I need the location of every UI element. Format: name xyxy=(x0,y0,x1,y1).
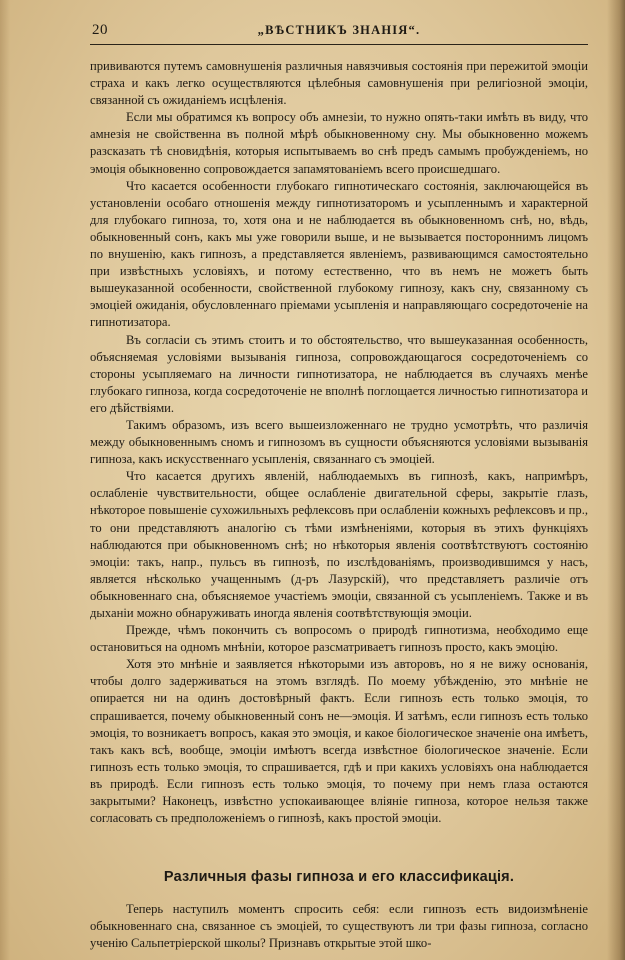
running-title: „ВѢСТНИКЪ ЗНАНІЯ“. xyxy=(257,23,421,37)
paragraph: Хотя это мнѣніе и заявляется нѣкоторыми изъ авторовъ, но я не вижу основанія, чтобы долго задерживаться на этомъ взглядѣ. По моему убѣжденію, это мнѣніе не опирается ни на одинъ достовѣрный фактъ. Если гипнозъ есть только эмоція, то спрашивается, почему обыкновенный сонъ не—эмоція. И затѣмъ, если гипнозъ есть только эмоція, то возникаетъ вопросъ, какая это эмоція, и какое біологическое значеніе она имѣетъ, такъ какъ всѣ, вообще, эмоціи имѣютъ всегда извѣстное біологическое значеніе. Если гипнозъ есть только эмоція, то спрашивается, гдѣ и при какихъ условіяхъ она наблюдается въ природѣ. Если гипнозъ есть только эмоція, то почему при немъ глаза остаются закрытыми? Наконецъ, извѣстно успокаивающее вліяніе гипноза, которое нельзя также согласовать съ предположеніемъ о гипнозѣ, какъ простой эмоціи. xyxy=(90,657,588,826)
section-heading: Различныя фазы гипноза и его классификація. xyxy=(163,869,515,885)
section-body-text xyxy=(90,901,588,952)
paragraph: Что касается другихъ явленій, наблюдаемыхъ въ гипнозѣ, какъ, напримѣръ, ослабленіе чувствительности, общее ослабленіе двигательной сферы, закрытіе глазъ, нѣкоторое повышеніе сухожильныхъ рефлексовъ при ослабленіи кожныхъ рефлексовъ и пр., то они представляютъ аналогію съ тѣми измѣненіями, которыя въ этихъ функціяхъ наблюдаются при обыкновенномъ снѣ; но нѣкоторыя явленія соотвѣтствуютъ состоянію эмоціи: такъ, напр., пульсъ въ гипнозѣ, по изслѣдованіямъ, производившимся у насъ, является нѣсколько учащеннымъ (д-ръ Лазурскій), что представляетъ различіе отъ обыкновеннаго сна, объясняемое участіемъ эмоціи, связанной съ усыпленіемъ. Также и въ дыханіи можно обнаруживать иногда явленія соотвѣтствующія эмоціи. xyxy=(90,469,588,620)
page-header xyxy=(90,20,588,45)
paragraph: Въ согласіи съ этимъ стоитъ и то обстоятельство, что вышеуказанная особенность, объясняемая условіями вызыванія гипноза, сопровождающагося сосредоточеніемъ со стороны усыпляемаго на личности гипнотизатора, не наблюдается въ случаяхъ менѣе глубокаго гипноза, когда сосредоточеніе не вполнѣ поглощается личностью гипнотизатора и его дѣйствіями. xyxy=(90,332,588,415)
paragraph: Такимъ образомъ, изъ всего вышеизложеннаго не трудно усмотрѣть, что различія между обыкновеннымъ сномъ и гипнозомъ въ сущности объясняются условіями вызыванія гипноза, какъ искусственнаго усыпленія, связаннаго съ эмоціей. xyxy=(90,417,588,467)
paragraph: Что касается особенности глубокаго гипнотическаго состоянія, заключающейся въ установленіи особаго отношенія между гипнотизаторомъ и усыпленнымъ и характерной для глубокаго гипноза, то, хотя она и не наблюдается въ обыкновенномъ снѣ, но, вѣдь, обыкновенный сонъ, какъ мы уже говорили выше, и не вызывается постороннимъ лицомъ по внушенію, какъ гипнозъ, а представляется явленіемъ, развивающимся самостоятельно при извѣстныхъ условіяхъ, и потому естественно, что въ немъ не можетъ быть вышеуказанной особенности, свойственной глубокому гипнозу, какъ сну, связанному съ эмоціей ожиданія, обусловленнаго пріемами усыпленія и направляющаго сосредоточеніе на гипнотизатора. xyxy=(90,178,588,330)
page-edge-shadow-left xyxy=(0,0,10,960)
page-number: 20 xyxy=(92,22,108,38)
paragraph: прививаются путемъ самовнушенія различныя навязчивыя состоянія при пережитой эмоціи страха и какъ легко осуществляются цѣлебныя самовнушенія при религіозной эмоціи, связанной съ ожиданіемъ исцѣленія. xyxy=(90,59,588,108)
body-text xyxy=(90,58,588,827)
paragraph: Прежде, чѣмъ покончить съ вопросомъ о природѣ гипнотизма, необходимо еще остановиться на одномъ мнѣніи, которое разсматриваетъ гипнозъ просто, какъ эмоцію. xyxy=(90,623,588,655)
paragraph: Теперь наступилъ моментъ спросить себя: если гипнозъ есть видоизмѣненіе обыкновеннаго сна, связанное съ эмоціей, то существуютъ ли три фазы гипноза, согласно ученію Сальпетріерской школы? Признавъ открытые этой шко- xyxy=(90,902,588,951)
paragraph: Если мы обратимся къ вопросу объ амнезіи, то нужно опять-таки имѣть въ виду, что амнезія не свойственна въ полной мѣрѣ обыкновенному сну. Мы обыкновенно можемъ разсказать тѣ сновидѣнія, которыя испытываемъ во снѣ предъ самымъ пробужденіемъ, но эмоція обыкновенно сопровождается запамятованіемъ всего происшедшаго. xyxy=(90,110,588,176)
page-edge-shadow-right xyxy=(607,0,625,960)
